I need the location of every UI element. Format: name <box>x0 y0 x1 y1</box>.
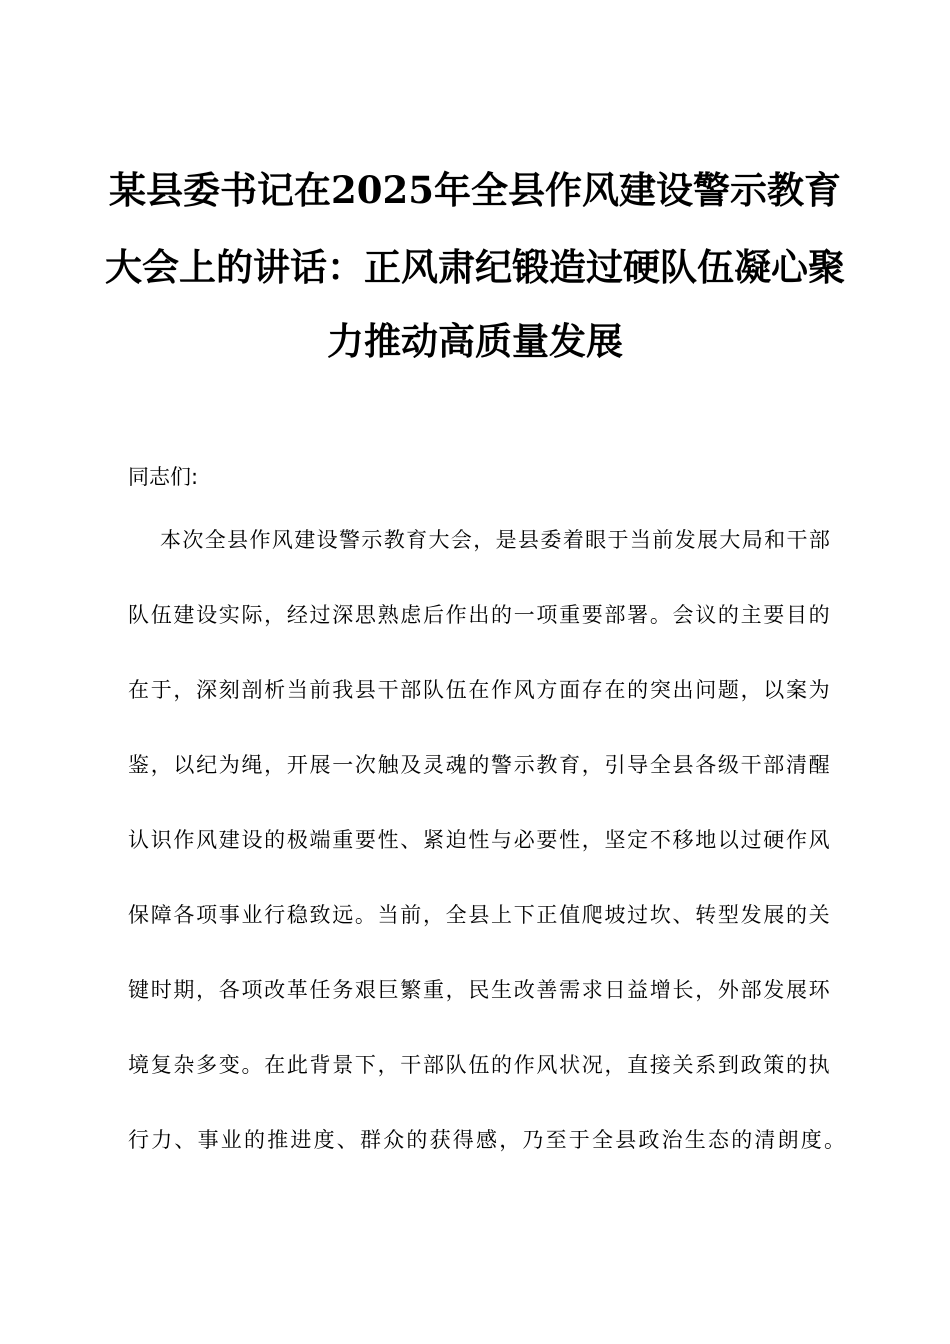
paragraph-line-2: 队 伍 建 设 实 际 ， 经 过 深 思 熟 虑 后 作 出 的 一 项 重 要 部 署 。 会 议 的 主 要 目 的 <box>128 603 830 627</box>
paragraph-line-8: 境 复 杂 多 变 。 在 此 背 景 下 ， 干 部 队 伍 的 作 风 状 况 ， 直 接 关 系 到 政 策 的 执 <box>128 1053 830 1077</box>
paragraph-line-9: 行力、事业的推进度、群众的获得感，乃至于全县政治生态的清朗度。 <box>128 1128 848 1152</box>
paragraph-line-5: 认 识 作 风 建 设 的 极 端 重 要 性 、 紧 迫 性 与 必 要 性 ， 坚 定 不 移 地 以 过 硬 作 风 <box>128 828 830 852</box>
document-title-line-1: 某县委书记在2025年全县作风建设警示教育 <box>109 168 841 212</box>
salutation: 同志们: <box>128 465 199 489</box>
paragraph-line-7: 键 时 期 ， 各 项 改 革 任 务 艰 巨 繁 重 ， 民 生 改 善 需 求 日 益 增 长 ， 外 部 发 展 环 <box>128 978 830 1002</box>
paragraph-line-4: 鉴 ， 以 纪 为 绳 ， 开 展 一 次 触 及 灵 魂 的 警 示 教 育 ， 引 导 全 县 各 级 干 部 清 醒 <box>128 753 830 777</box>
document-title-line-2: 大会上的讲话：正风肃纪锻造过硬队伍凝心聚 <box>105 245 845 289</box>
paragraph-line-3: 在 于 ， 深 刻 剖 析 当 前 我 县 干 部 队 伍 在 作 风 方 面 存 在 的 突 出 问 题 ， 以 案 为 <box>128 678 830 702</box>
paragraph-line-1: 本 次 全 县 作 风 建 设 警 示 教 育 大 会 ， 是 县 委 着 眼 于 当 前 发 展 大 局 和 干 部 <box>160 528 830 552</box>
document-title-line-3: 力推动高质量发展 <box>327 319 623 363</box>
paragraph-line-6: 保 障 各 项 事 业 行 稳 致 远 。 当 前 ， 全 县 上 下 正 值 爬 坡 过 坎 、 转 型 发 展 的 关 <box>128 903 830 927</box>
